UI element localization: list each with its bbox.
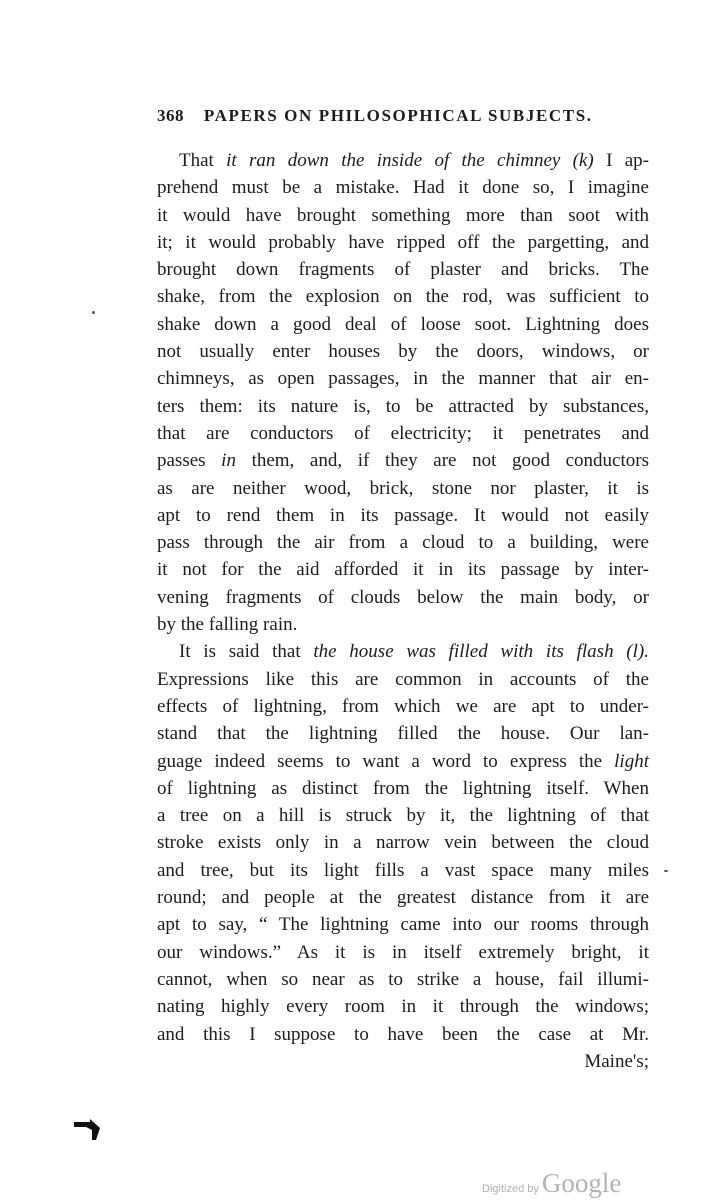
text-line — [157, 256, 649, 283]
catchword: Maine's; — [584, 1050, 649, 1072]
italic-run: it ran down the inside of the chimney (k) — [226, 150, 594, 171]
text-line — [157, 638, 649, 665]
text-line — [157, 365, 649, 392]
text-run: nating highly every room in it through the windows; — [157, 996, 649, 1018]
text-line — [157, 611, 649, 638]
text-line — [157, 475, 649, 502]
italic-run: light — [614, 750, 649, 772]
text-line — [157, 748, 649, 775]
paragraph-1 — [157, 147, 649, 638]
text-line — [157, 966, 649, 993]
text-run: that are conductors of electricity; it penetrates and — [157, 422, 649, 444]
text-line — [157, 338, 649, 365]
text-line — [157, 393, 649, 420]
text-run: cannot, when so near as to strike a house, fail illumi- — [157, 968, 649, 990]
text-run: stand that the lightning filled the house. Our lan- — [157, 723, 649, 745]
text-line — [157, 311, 649, 338]
text-line — [157, 666, 649, 693]
ink-speck — [92, 311, 95, 314]
text-run: our windows.” As it is in itself extremely bright, it — [157, 941, 649, 963]
text-line — [157, 556, 649, 583]
text-line — [157, 884, 649, 911]
text-line — [157, 911, 649, 938]
text-run: effects of lightning, from which we are apt to under- — [157, 695, 649, 717]
text-run: round; and people at the greatest distance from it are — [157, 887, 649, 909]
text-run: chimneys, as open passages, in the manner that air en- — [157, 368, 649, 390]
text-run: passes — [157, 450, 222, 472]
text-run: prehend must be a mistake. Had it done so, I imagine — [157, 177, 649, 199]
text-line — [157, 939, 649, 966]
italic-run: in — [221, 450, 236, 472]
text-run: apt to rend them in its passage. It would not easily — [157, 504, 649, 526]
running-title: PAPERS ON PHILOSOPHICAL SUBJECTS. — [203, 106, 593, 125]
text-run: I ap- — [593, 150, 649, 171]
text-run: It is said that — [179, 641, 314, 663]
text-line — [157, 775, 649, 802]
text-line — [157, 829, 649, 856]
text-run: pass through the air from a cloud to a building, were — [157, 532, 649, 554]
text-run: brought down fragments of plaster and bricks. The — [157, 259, 649, 281]
text-line — [157, 1021, 649, 1048]
page-number: 368 — [157, 106, 184, 125]
text-run: of lightning as distinct from the lightning itself. When — [157, 777, 649, 799]
body-text — [157, 147, 649, 1075]
text-run: vening fragments of clouds below the main body, or — [157, 586, 649, 608]
text-run: shake down a good deal of loose soot. Lightning does — [157, 313, 649, 335]
text-line — [157, 529, 649, 556]
text-run: and tree, but its light fills a vast space many miles — [157, 859, 649, 881]
text-line — [157, 502, 649, 529]
text-run: it; it would probably have ripped off the pargetting, and — [157, 231, 649, 253]
text-run: it not for the aid afforded it in its passage by inter- — [157, 559, 649, 581]
ink-speck — [664, 870, 668, 872]
text-run: and this I suppose to have been the case at Mr. — [157, 1023, 649, 1045]
text-line — [157, 447, 649, 474]
text-run: That — [179, 150, 227, 171]
text-run: shake, from the explosion on the rod, was sufficient to — [157, 286, 649, 308]
text-line — [157, 857, 649, 884]
text-line — [157, 802, 649, 829]
text-line — [157, 283, 649, 310]
text-line — [157, 229, 649, 256]
text-line — [157, 202, 649, 229]
text-line — [157, 693, 649, 720]
digitized-watermark — [482, 1168, 621, 1199]
text-run: ters them: its nature is, to be attracted by substances, — [157, 395, 649, 417]
text-line — [157, 174, 649, 201]
text-run: them, and, if they are not good conductors — [235, 450, 649, 472]
watermark-prefix: Digitized by — [482, 1183, 539, 1195]
printer-mark-icon — [72, 1118, 102, 1142]
text-run: not usually enter houses by the doors, windows, or — [157, 341, 649, 363]
text-line — [157, 420, 649, 447]
text-run: stroke exists only in a narrow vein between the cloud — [157, 832, 649, 854]
text-run: a tree on a hill is struck by it, the lightning of that — [157, 805, 649, 827]
running-header — [157, 106, 607, 126]
text-run: apt to say, “ The lightning came into our rooms through — [157, 914, 649, 936]
paragraph-2 — [157, 638, 649, 1047]
text-run: by the falling rain. — [157, 614, 298, 636]
text-run: guage indeed seems to want a word to express the — [157, 750, 615, 772]
text-run: as are neither wood, brick, stone nor plaster, it is — [157, 477, 649, 499]
google-logo: Google — [541, 1168, 622, 1198]
text-line — [157, 147, 649, 174]
text-run: it would have brought something more than soot with — [157, 204, 649, 226]
text-run: Expressions like this are common in accounts of the — [157, 668, 649, 690]
text-line — [157, 720, 649, 747]
text-line — [157, 584, 649, 611]
text-line — [157, 993, 649, 1020]
italic-run: the house was filled with its flash (l). — [313, 641, 649, 663]
